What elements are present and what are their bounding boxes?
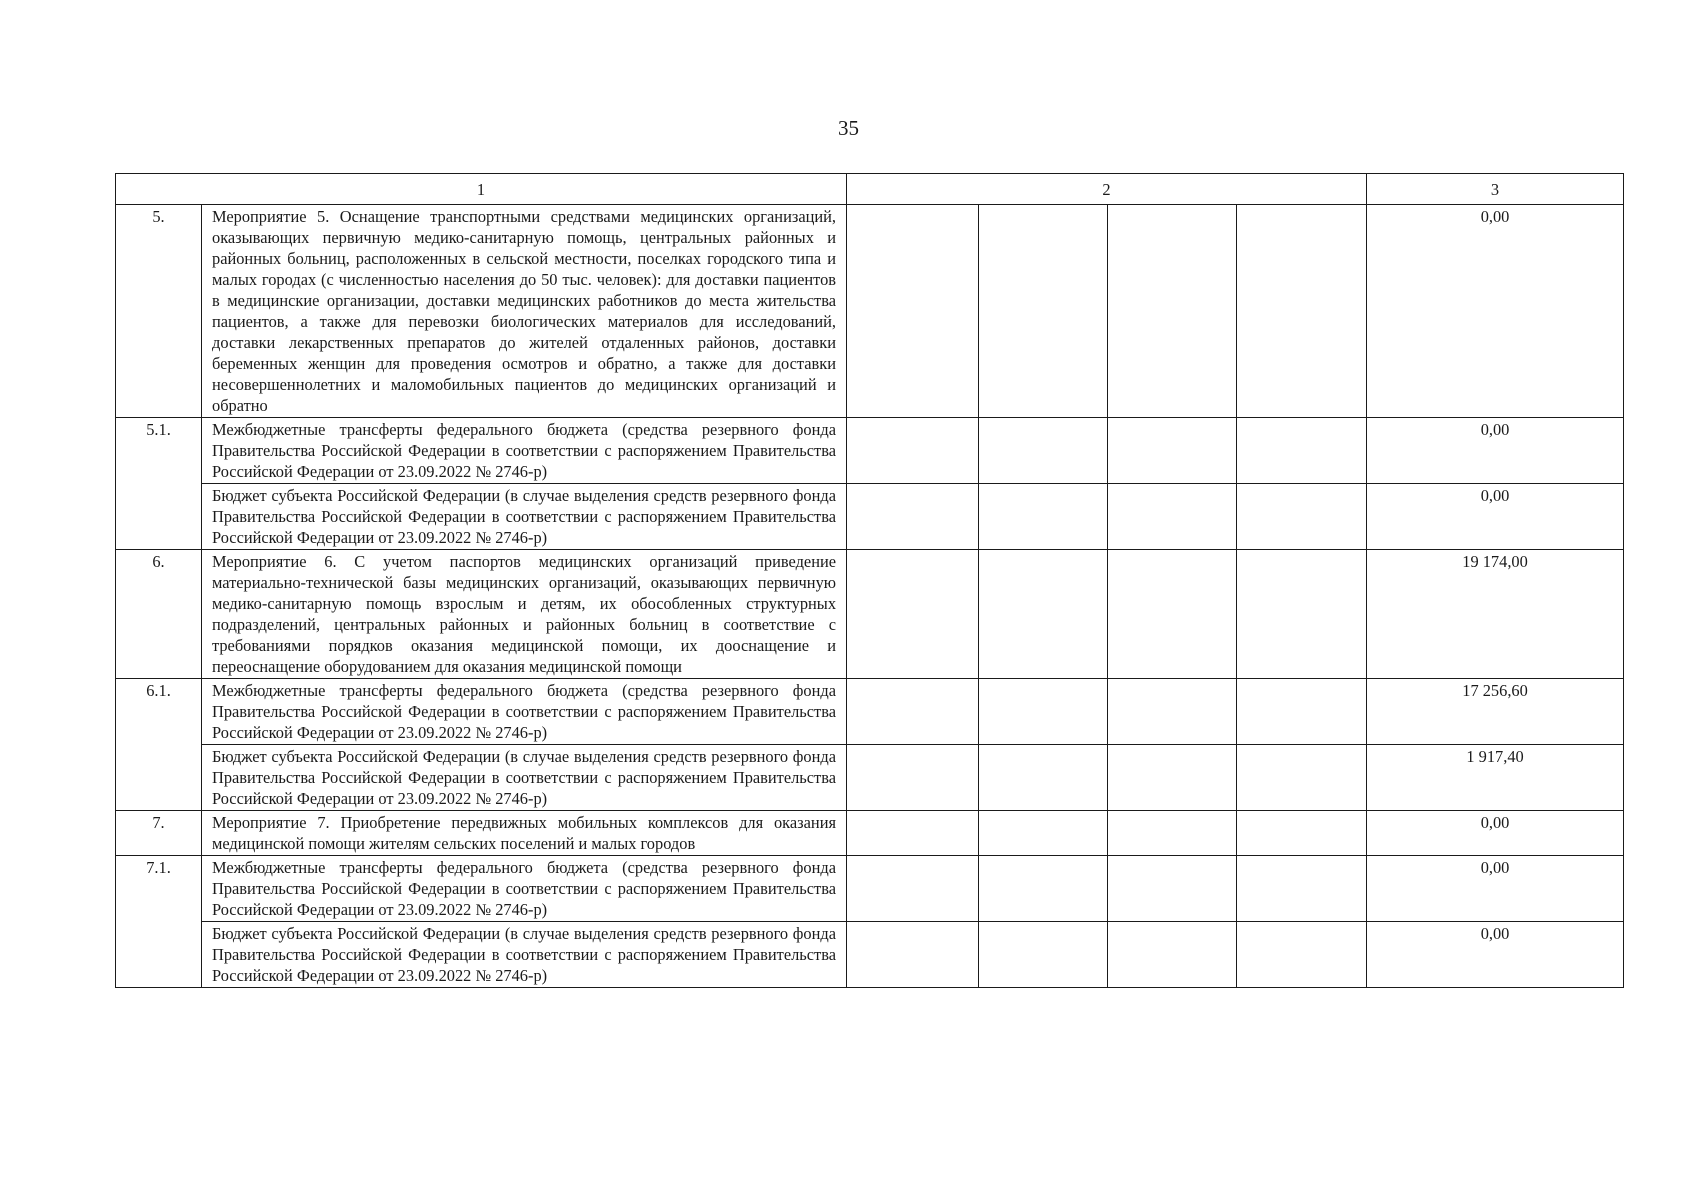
row-value: 0,00 [1367,856,1624,922]
row-number: 7.1. [116,856,202,988]
row-name: Мероприятие 6. С учетом паспортов медицинских организаций приведение материально-технической базы медицинских организаций, оказывающих первичную медико-санитарную помощь взрослым и детям, их обособленных структурных подразделений, центральных районных и районных больниц в соответствие с требованиями порядков оказания медицинской помощи, их дооснащение и переоснащение оборудованием для оказания медицинской помощи [202,550,847,679]
empty-cell [847,418,979,484]
empty-cell [979,484,1108,550]
empty-cell [1108,922,1237,988]
empty-cell [1108,418,1237,484]
row-name: Межбюджетные трансферты федерального бюджета (средства резервного фонда Правительства Российской Федерации в соответствии с распоряжением Правительства Российской Федерации от 23.09.2022 № 2746-р) [202,679,847,745]
empty-cell [1237,811,1367,856]
table-row [116,550,1624,679]
row-number: 7. [116,811,202,856]
table-row [116,205,1624,418]
empty-cell [1108,679,1237,745]
table-row [116,856,1624,922]
empty-cell [979,679,1108,745]
empty-cell [1237,856,1367,922]
empty-cell [979,811,1108,856]
empty-cell [979,745,1108,811]
table-row [116,484,1624,550]
page-number: 35 [838,116,859,140]
empty-cell [1237,550,1367,679]
table-header-row [116,174,1624,205]
table-row [116,745,1624,811]
row-number: 5.1. [116,418,202,550]
budget-table [115,173,1624,988]
row-value: 0,00 [1367,811,1624,856]
row-name: Межбюджетные трансферты федерального бюджета (средства резервного фонда Правительства Российской Федерации в соответствии с распоряжением Правительства Российской Федерации от 23.09.2022 № 2746-р) [202,418,847,484]
empty-cell [1108,205,1237,418]
empty-cell [1237,922,1367,988]
empty-cell [1237,679,1367,745]
row-name: Межбюджетные трансферты федерального бюджета (средства резервного фонда Правительства Российской Федерации в соответствии с распоряжением Правительства Российской Федерации от 23.09.2022 № 2746-р) [202,856,847,922]
empty-cell [847,922,979,988]
row-name: Мероприятие 5. Оснащение транспортными средствами медицинских организаций, оказывающих первичную медико-санитарную помощь, центральных районных и районных больниц, расположенных в сельской местности, поселках городского типа и малых городах (с численностью населения до 50 тыс. человек): для доставки пациентов в медицинские организации, доставки медицинских работников до места жительства пациентов, а также для перевозки биологических материалов для исследований, доставки лекарственных препаратов до жителей отдаленных районов, доставки беременных женщин для проведения осмотров и обратно, а также для доставки несовершеннолетних и маломобильных пациентов до медицинских организаций и обратно [202,205,847,418]
empty-cell [847,205,979,418]
empty-cell [1237,418,1367,484]
row-value: 19 174,00 [1367,550,1624,679]
table-row [116,922,1624,988]
empty-cell [979,856,1108,922]
row-value: 0,00 [1367,418,1624,484]
row-value: 1 917,40 [1367,745,1624,811]
empty-cell [847,484,979,550]
row-value: 0,00 [1367,922,1624,988]
empty-cell [847,745,979,811]
empty-cell [1108,550,1237,679]
empty-cell [847,811,979,856]
row-value: 0,00 [1367,205,1624,418]
empty-cell [1237,745,1367,811]
table-row [116,418,1624,484]
row-number: 5. [116,205,202,418]
row-name: Бюджет субъекта Российской Федерации (в случае выделения средств резервного фонда Правительства Российской Федерации в соответствии с распоряжением Правительства Российской Федерации от 23.09.2022 № 2746-р) [202,745,847,811]
table-body [116,174,1624,988]
empty-cell [847,856,979,922]
row-name: Мероприятие 7. Приобретение передвижных мобильных комплексов для оказания медицинской помощи жителям сельских поселений и малых городов [202,811,847,856]
row-number: 6.1. [116,679,202,811]
row-number: 6. [116,550,202,679]
empty-cell [847,679,979,745]
empty-cell [1108,856,1237,922]
table-row [116,679,1624,745]
empty-cell [1108,484,1237,550]
row-value: 0,00 [1367,484,1624,550]
table-row [116,811,1624,856]
empty-cell [1108,745,1237,811]
empty-cell [1237,484,1367,550]
row-value: 17 256,60 [1367,679,1624,745]
empty-cell [847,550,979,679]
empty-cell [979,922,1108,988]
empty-cell [979,550,1108,679]
empty-cell [979,418,1108,484]
row-name: Бюджет субъекта Российской Федерации (в случае выделения средств резервного фонда Правительства Российской Федерации в соответствии с распоряжением Правительства Российской Федерации от 23.09.2022 № 2746-р) [202,922,847,988]
header-col-2: 2 [847,174,1367,205]
row-name: Бюджет субъекта Российской Федерации (в случае выделения средств резервного фонда Правительства Российской Федерации в соответствии с распоряжением Правительства Российской Федерации от 23.09.2022 № 2746-р) [202,484,847,550]
empty-cell [1108,811,1237,856]
empty-cell [979,205,1108,418]
header-col-3: 3 [1367,174,1624,205]
empty-cell [1237,205,1367,418]
header-col-1: 1 [116,174,847,205]
